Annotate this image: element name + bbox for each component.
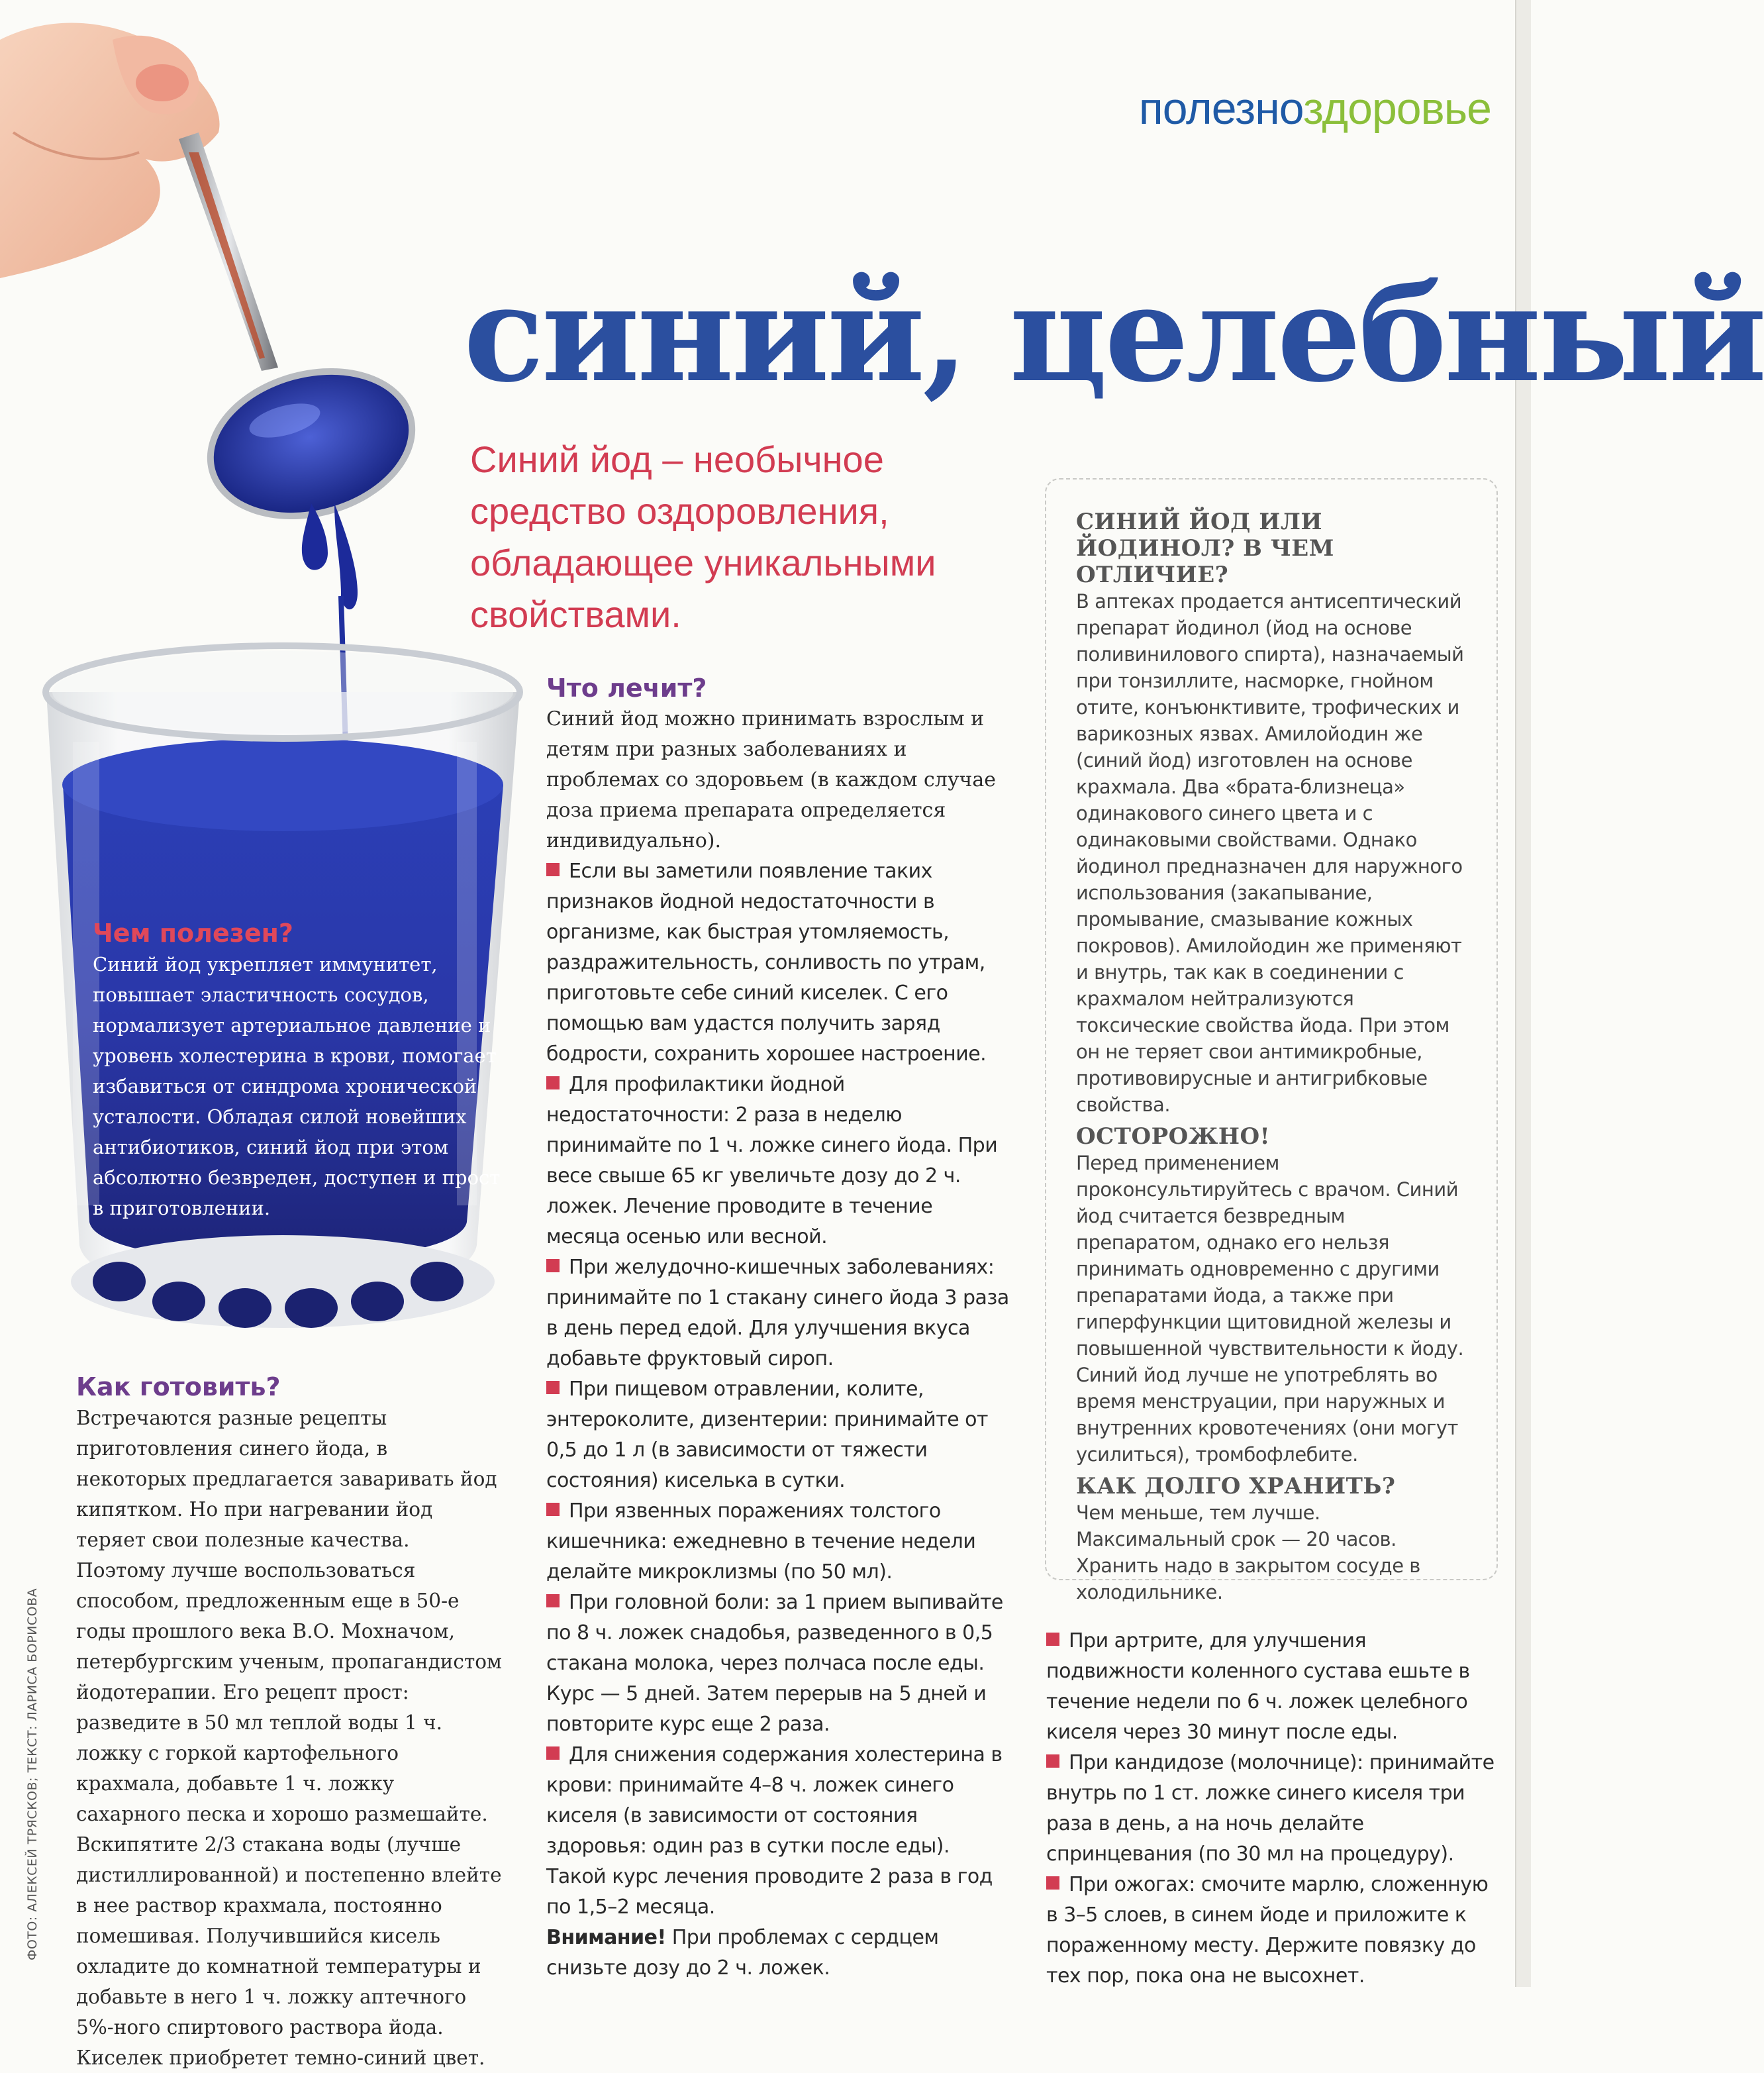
benefit-text: Синий йод укрепляет иммунитет, повышает эластичность сосудов, нормализует артериальное давление и уровень холестерина в крови, помогает избавиться от синдрома хронической усталости. Обладая силой новейших антибиотиков, синий йод при этом абсолютно безвреден, доступен и прост в приготовлении. [93, 953, 501, 1219]
section-label-part1: полезно [1138, 83, 1303, 134]
treatment-item-text: При язвенных поражениях толстого кишечника: ежедневно в течение недели делайте микроклизмы (по 50 мл). [546, 1499, 976, 1584]
treatment-item-text: При артрите, для улучшения подвижности коленного сустава ешьте в течение недели по 6 ч. ложек целебного киселя через 30 минут после еды. [1046, 1629, 1470, 1744]
extra-treatments [1046, 1626, 1503, 1992]
treatment-section [546, 672, 1010, 1984]
bullet-square-icon [546, 1381, 560, 1394]
preparation-text: Встречаются разные рецепты приготовления синего йода, в некоторых предлагается заваривать йод кипятком. Но при нагревании йод теряет свои полезные качества. Поэтому лучше воспользоваться способом, предложенным еще в 50-е годы прошлого века В.О. Мохначом, петербургским ученым, пропагандистом йодотерапии. Его рецепт прост: разведите в 50 мл теплой воды 1 ч. ложку с горкой картофельного крахмала, добавьте 1 ч. ложку сахарного песка и хорошо размешайте. Вскипятите 2/3 стакана воды (лучше дистиллированной) и постепенно влейте в нее раствор крахмала, постоянно помешивая. Получившийся кисель охладите до комнатной температуры и добавьте в него 1 ч. ложку аптечного 5%-ного спиртового раствора йода. Киселек приобретет темно-синий цвет. [76, 1407, 502, 2069]
bullet-square-icon [1046, 1876, 1059, 1890]
treatment-warning [546, 1923, 1010, 1984]
sidebar-heading-difference: СИНИЙ ЙОД ИЛИ ЙОДИНОЛ? В ЧЕМ ОТЛИЧИЕ? [1076, 509, 1334, 588]
treatment-item-text: При желудочно-кишечных заболеваниях: принимайте по 1 стакану синего йода 3 раза в день перед едой. Для улучшения вкуса добавьте фруктовый сироп. [546, 1256, 1009, 1370]
treatment-item [1046, 1870, 1503, 1992]
bullet-square-icon [546, 1746, 560, 1760]
benefit-section [93, 917, 503, 1223]
treatment-item-text: При головной боли: за 1 прием выпивайте по 8 ч. ложек снадобья, разведенного в 0,5 стакана молока, через полчаса после еды. Курс — 5 дней. Затем перерыв на 5 дней и повторите курс еще 2 раза. [546, 1591, 1003, 1736]
preparation-section [76, 1371, 503, 2073]
article-lead: Синий йод – необычное средство оздоровления, обладающее уникальными свойствами. [470, 438, 936, 635]
photo-credit: ФОТО: АЛЕКСЕЙ ТРЯСКОВ; ТЕКСТ: ЛАРИСА БОРИСОВА [25, 1588, 40, 1960]
warning-text: При проблемах с сердцем снизьте дозу до 2 ч. ложек. [546, 1926, 939, 1980]
treatment-item [546, 1740, 1010, 1923]
treatment-item-text: Для профилактики йодной недостаточности: 2 раза в неделю принимайте по 1 ч. ложке синего йода. При весе свыше 65 кг увеличьте дозу до 2 ч. ложек. Лечение проводите в течение месяца осенью или весной. [546, 1073, 998, 1248]
bullet-square-icon [546, 1259, 560, 1272]
bullet-square-icon [1046, 1754, 1059, 1768]
treatment-item [546, 1374, 1010, 1496]
sidebar-text-caution-2: Синий йод лучше не употреблять во время менструации, при наружных и внутренних кровотечениях (они могут усилиться), тромбофлебите. [1076, 1364, 1458, 1466]
treatment-item-text: Если вы заметили появление таких признаков йодной недостаточности в организме, как быстрая утомляемость, раздражительность, сонливость по утрам, приготовьте себе синий киселек. С его помощью вам удастся получить заряд бодрости, сохранить хорошее настроение. [546, 860, 987, 1066]
treatment-item-text: При кандидозе (молочнице): принимайте внутрь по 1 ст. ложке синего киселя три раза в день, а на ночь делайте спринцевания (по 30 мл на процедуру). [1046, 1751, 1494, 1866]
sidebar-text-storage: Чем меньше, тем лучше. Максимальный срок — 20 часов. Хранить надо в закрытом сосуде в холодильнике. [1076, 1501, 1420, 1603]
section-label-part2: здоровье [1302, 83, 1491, 134]
section-label [1138, 83, 1491, 134]
sidebar-heading-caution: ОСТОРОЖНО! [1076, 1123, 1271, 1150]
treatment-item [546, 1588, 1010, 1740]
sidebar-text-difference: В аптеках продается антисептический препарат йодинол (йод на основе поливинилового спирта), назначаемый при тонзиллите, насморке, гнойном отите, конъюнктивите, трофических и варикозных язвах. Амилойодин же (синий йод) изготовлен на основе крахмала. Два «брата-близнеца» одинакового синего цвета и с одинаковыми свойствами. Однако йодинол предназначен для наружного использования (закапывание, промывание, смазывание кожных покровов). Амилойодин же применяют и внутрь, так как в соединении с крахмалом нейтрализуются токсические свойства йода. При этом он не теряет свои антимикробные, противовирусные и антигрибковые свойства. [1076, 590, 1464, 1116]
treatment-item [546, 1070, 1010, 1252]
sidebar-text-caution: Перед применением проконсультируйтесь с врачом. Синий йод считается безвредным препаратом, однако его нельзя принимать одновременно с другими препаратами йода, а также при гиперфункции щитовидной железы и повышенной чувствительности к йоду. [1076, 1152, 1464, 1360]
treatment-item-text: При пищевом отравлении, колите, энтероколите, дизентерии: принимайте от 0,5 до 1 л (в зависимости от тяжести состояния) киселька в сутки. [546, 1378, 989, 1492]
preparation-heading: Как готовить? [76, 1372, 281, 1401]
sidebar-content [1076, 503, 1473, 1605]
bullet-square-icon [546, 1503, 560, 1516]
bullet-square-icon [546, 863, 560, 876]
article-title: синий, целебный [464, 256, 1764, 412]
bullet-square-icon [546, 1594, 560, 1607]
treatment-item [546, 856, 1010, 1070]
treatment-heading: Что лечит? [546, 674, 707, 703]
treatment-item [1046, 1748, 1503, 1870]
treatment-item [546, 1252, 1010, 1374]
treatment-item-text: Для снижения содержания холестерина в крови: принимайте 4–8 ч. ложек синего киселя (в зависимости от состояния здоровья: один раз в сутки после еды). Такой курс лечения проводите 2 раза в год по 1,5–2 месяца. [546, 1743, 1003, 1919]
bullet-square-icon [1046, 1633, 1059, 1646]
treatment-item [546, 1496, 1010, 1588]
bullet-square-icon [546, 1076, 560, 1089]
treatment-item [1046, 1626, 1503, 1748]
warning-label: Внимание! [546, 1926, 666, 1949]
sidebar-heading-storage: КАК ДОЛГО ХРАНИТЬ? [1076, 1473, 1396, 1499]
treatment-item-text: При ожогах: смочите марлю, сложенную в 3–5 слоев, в синем йоде и приложите к пораженному месту. Держите повязку до тех пор, пока она не высохнет. [1046, 1873, 1489, 1988]
treatment-intro: Синий йод можно принимать взрослым и детям при разных заболеваниях и проблемах со здоровьем (в каждом случае доза приема препарата определяется индивидуально). [546, 707, 996, 852]
benefit-heading: Чем полезен? [93, 919, 293, 948]
